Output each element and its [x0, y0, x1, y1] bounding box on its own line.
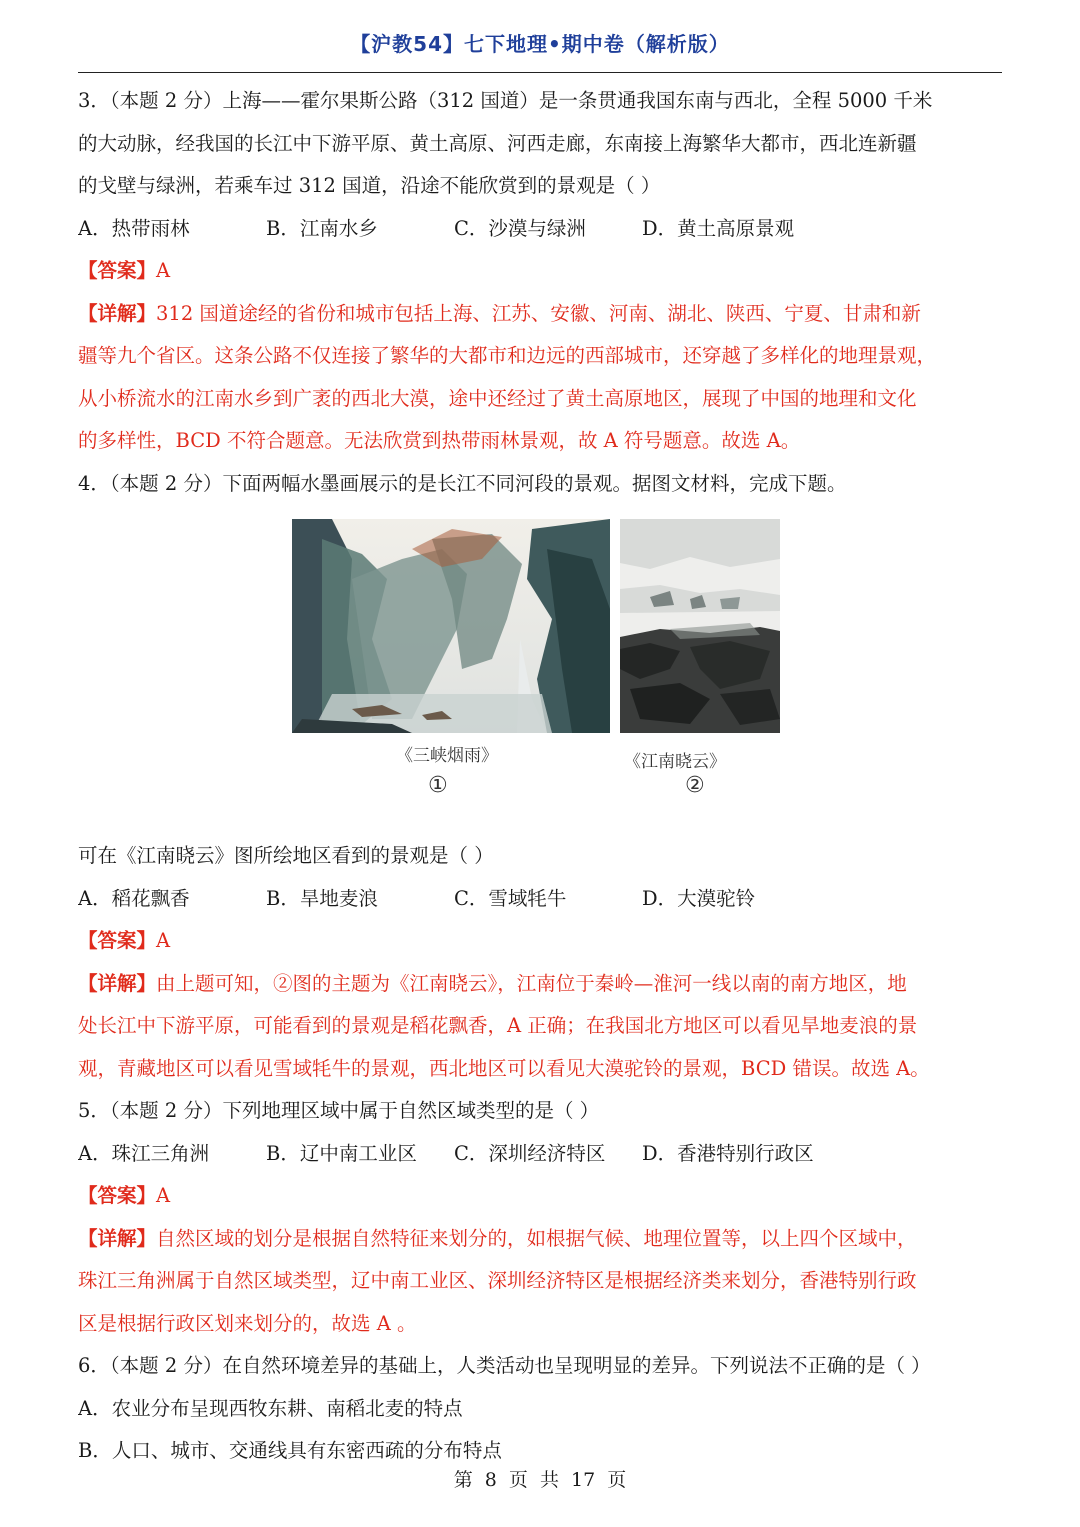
question-5-stem: 5．（本题 2 分）下列地理区域中属于自然区域类型的是（ ） [78, 1099, 600, 1122]
question-3-option-c: C．沙漠与绿洲 [454, 216, 586, 240]
question-4-option-a: A．稻花飘香 [78, 886, 190, 910]
question-6 [78, 1345, 1002, 1473]
jiangnan-morning-cloud-painting [620, 519, 780, 733]
question-5-option-b: B．辽中南工业区 [266, 1141, 417, 1165]
question-3-detail-line-4: 的多样性，BCD 不符合题意。无法欣赏到热带雨林景观，故 A 符号题意。故选 A。 [78, 429, 801, 452]
answer-value: A [156, 1184, 171, 1207]
question-5-detail-line-3: 区是根据行政区划来划分的，故选 A 。 [78, 1311, 417, 1335]
detail-text: 由上题可知，②图的主题为《江南晓云》，江南位于秦岭—淮河一线以南的南方地区，地 [156, 971, 907, 995]
question-5-option-c: C．深圳经济特区 [454, 1141, 606, 1165]
question-4-detail-line-1 [78, 963, 1002, 1006]
answer-tag: 【答案】 [78, 929, 157, 952]
figure-number-2: ② [685, 773, 705, 798]
answer-value: A [156, 929, 171, 952]
detail-tag: 【详解】 [78, 301, 157, 325]
question-6-option-b: B．人口、城市、交通线具有东密西疏的分布特点 [78, 1439, 502, 1462]
question-3-options [78, 208, 1002, 251]
question-3-detail-line-2: 疆等九个省区。这条公路不仅连接了繁华的大都市和边远的西部城市，还穿越了多样化的地理景观， [78, 344, 937, 367]
caption-jiangnan: 《江南晓云》 [624, 752, 726, 772]
document-header-title: 【沪教54】七下地理•期中卷（解析版） [350, 32, 730, 56]
question-5 [78, 1090, 1002, 1345]
question-4-detail-line-3: 观，青藏地区可以看见雪域牦牛的景观，西北地区可以看见大漠驼铃的景观，BCD 错误。故选 A。 [78, 1056, 930, 1080]
caption-three-gorges: 《三峡烟雨》 [396, 746, 498, 766]
detail-tag: 【详解】 [78, 1226, 157, 1250]
question-5-option-a: A．珠江三角洲 [78, 1141, 210, 1165]
header-divider [78, 72, 1002, 73]
question-3-stem-line-3: 的戈壁与绿洲，若乘车过 312 国道，沿途不能欣赏到的景观是（ ） [78, 174, 661, 197]
question-3-detail-line-1 [78, 293, 1002, 336]
detail-text: 312 国道途经的省份和城市包括上海、江苏、安徽、河南、湖北、陕西、宁夏、甘肃和新 [156, 301, 921, 325]
question-3-option-b: B．江南水乡 [266, 216, 378, 240]
answer-tag: 【答案】 [78, 1184, 157, 1207]
question-4-question: 可在《江南晓云》图所绘地区看到的景观是（ ） [78, 844, 494, 867]
question-6-option-a: A．农业分布呈现西牧东耕、南稻北麦的特点 [78, 1396, 463, 1420]
question-4-answer [78, 920, 1002, 963]
answer-tag: 【答案】 [78, 259, 157, 282]
page-footer: 第 8 页 共 17 页 [453, 1469, 627, 1491]
ink-painting-figure [78, 505, 1002, 835]
question-4-options [78, 878, 1002, 921]
question-3-answer [78, 250, 1002, 293]
question-4-option-d: D．大漠驼铃 [642, 886, 756, 910]
question-3-stem-line-2: 的大动脉，经我国的长江中下游平原、黄土高原、河西走廊，东南接上海繁华大都市，西北连新疆 [78, 131, 917, 155]
question-3-option-d: D．黄土高原景观 [642, 216, 795, 240]
question-5-options [78, 1133, 1002, 1176]
three-gorges-painting [292, 519, 610, 733]
question-3-stem-line-1: 3．（本题 2 分）上海——霍尔果斯公路（312 国道）是一条贯通我国东南与西北，全程 5000 千米 [78, 89, 933, 112]
detail-tag: 【详解】 [78, 971, 157, 995]
document-body [78, 80, 1002, 1473]
question-5-detail-line-2: 珠江三角洲属于自然区域类型，辽中南工业区、深圳经济特区是根据经济类来划分，香港特别行政 [78, 1269, 917, 1292]
question-3-option-a: A．热带雨林 [78, 216, 190, 240]
detail-text: 自然区域的划分是根据自然特征来划分的，如根据气候、地理位置等，以上四个区域中， [156, 1226, 917, 1250]
question-4 [78, 463, 1002, 1091]
question-5-detail-line-1 [78, 1218, 1002, 1261]
question-3 [78, 80, 1002, 463]
question-6-stem: 6．（本题 2 分）在自然环境差异的基础上，人类活动也呈现明显的差异。下列说法不正确的是（ ） [78, 1354, 931, 1377]
figure-number-1: ① [428, 773, 448, 798]
question-4-option-c: C．雪域牦牛 [454, 886, 567, 910]
question-5-option-d: D．香港特别行政区 [642, 1141, 814, 1165]
question-4-stem: 4．（本题 2 分）下面两幅水墨画展示的是长江不同河段的景观。据图文材料，完成下题。 [78, 471, 847, 495]
question-5-answer [78, 1175, 1002, 1218]
question-4-detail-line-2: 处长江中下游平原，可能看到的景观是稻花飘香，A 正确；在我国北方地区可以看见旱地麦浪的景 [78, 1014, 918, 1037]
answer-value: A [156, 259, 171, 282]
question-4-option-b: B．旱地麦浪 [266, 886, 378, 910]
question-3-detail-line-3: 从小桥流水的江南水乡到广袤的西北大漠，途中还经过了黄土高原地区，展现了中国的地理和文化 [78, 386, 917, 410]
